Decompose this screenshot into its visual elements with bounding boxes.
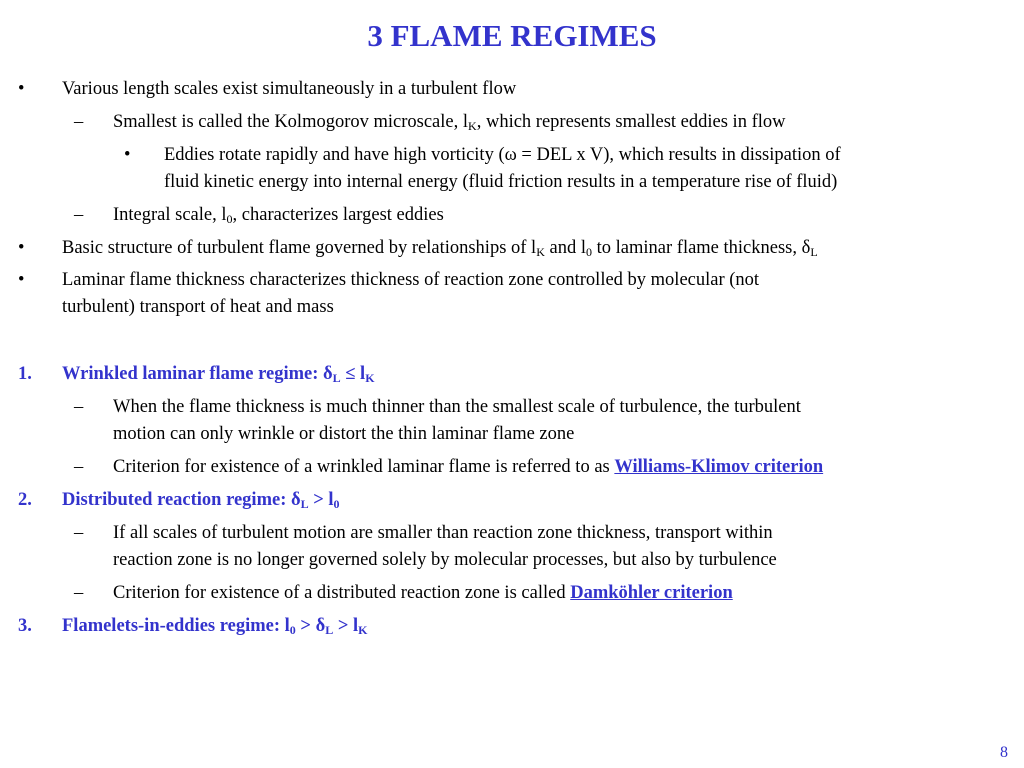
sub-bullet-text: [113, 454, 823, 481]
page-number: 8: [1000, 744, 1008, 761]
text-part: > l: [308, 490, 334, 510]
bullet-text: Various length scales exist simultaneously in a turbulent flow: [62, 79, 517, 99]
dash-marker: –: [74, 523, 84, 543]
bullet-marker: •: [18, 79, 25, 99]
dash-marker: –: [74, 397, 84, 417]
sub-bullet-line: reaction zone is no longer governed solely by molecular processes, but also by turbulence: [113, 550, 777, 570]
dash-marker: –: [74, 457, 84, 477]
dash-marker: –: [74, 205, 84, 225]
subscript: 0: [289, 623, 296, 637]
text-part: Basic structure of turbulent flame governed by relationships of l: [62, 238, 537, 258]
regime-number: 2.: [18, 490, 32, 510]
bullet-marker: •: [124, 145, 131, 165]
bullet-marker: •: [18, 238, 25, 258]
subscript: K: [468, 119, 477, 133]
sub-bullet-text: [113, 580, 733, 607]
sub-sub-bullet-line: fluid kinetic energy into internal energy (fluid friction results in a temperature rise of fluid): [164, 172, 838, 192]
subscript: L: [325, 623, 334, 637]
bullet-text: [62, 235, 818, 262]
text-part: Integral scale, l: [113, 205, 227, 225]
text-part: Criterion for existence of a distributed reaction zone is called: [113, 583, 571, 603]
regime-number: 3.: [18, 616, 32, 636]
williams-klimov-link[interactable]: Williams-Klimov criterion: [614, 457, 824, 477]
damkohler-link[interactable]: Damköhler criterion: [570, 583, 733, 603]
sub-bullet-text: [113, 109, 785, 136]
text-part: , which represents smallest eddies in flow: [476, 112, 786, 132]
text-part: Wrinkled laminar flame regime: δ: [62, 364, 333, 384]
text-part: Flamelets-in-eddies regime: l: [62, 616, 290, 636]
text-part: Distributed reaction regime: δ: [62, 490, 301, 510]
text-part: , characterizes largest eddies: [232, 205, 444, 225]
regime-number: 1.: [18, 364, 32, 384]
slide-title: 3 FLAME REGIMES: [367, 18, 657, 53]
regime-title: [62, 613, 368, 640]
dash-marker: –: [74, 112, 84, 132]
text-part: > δ: [295, 616, 326, 636]
sub-bullet-line: When the flame thickness is much thinner than the smallest scale of turbulence, the turbulent: [113, 397, 801, 417]
text-part: > l: [333, 616, 359, 636]
subscript: L: [300, 497, 309, 511]
regime-title: [62, 487, 340, 514]
text-part: Smallest is called the Kolmogorov microscale, l: [113, 112, 469, 132]
bullet-text: Laminar flame thickness characterizes thickness of reaction zone controlled by molecular (not: [62, 270, 760, 290]
subscript: K: [536, 245, 545, 259]
regime-title: [62, 361, 375, 388]
dash-marker: –: [74, 583, 84, 603]
bullet-marker: •: [18, 270, 25, 290]
subscript: L: [332, 371, 341, 385]
subscript: 0: [226, 212, 233, 226]
sub-bullet-line: motion can only wrinkle or distort the thin laminar flame zone: [113, 424, 575, 444]
subscript: L: [810, 245, 818, 259]
sub-bullet-line: If all scales of turbulent motion are smaller than reaction zone thickness, transport within: [113, 523, 773, 543]
text-part: ≤ l: [340, 364, 366, 384]
text-part: Criterion for existence of a wrinkled laminar flame is referred to as: [113, 457, 615, 477]
subscript: 0: [333, 497, 340, 511]
sub-sub-bullet-line: Eddies rotate rapidly and have high vorticity (ω = DEL x V), which results in dissipation of: [164, 145, 841, 165]
subscript: K: [365, 371, 375, 385]
subscript: K: [358, 623, 368, 637]
bullet-text-line: turbulent) transport of heat and mass: [62, 297, 334, 317]
sub-bullet-text: [113, 202, 444, 229]
text-part: to laminar flame thickness, δ: [592, 238, 811, 258]
text-part: and l: [544, 238, 586, 258]
subscript: 0: [586, 245, 593, 259]
